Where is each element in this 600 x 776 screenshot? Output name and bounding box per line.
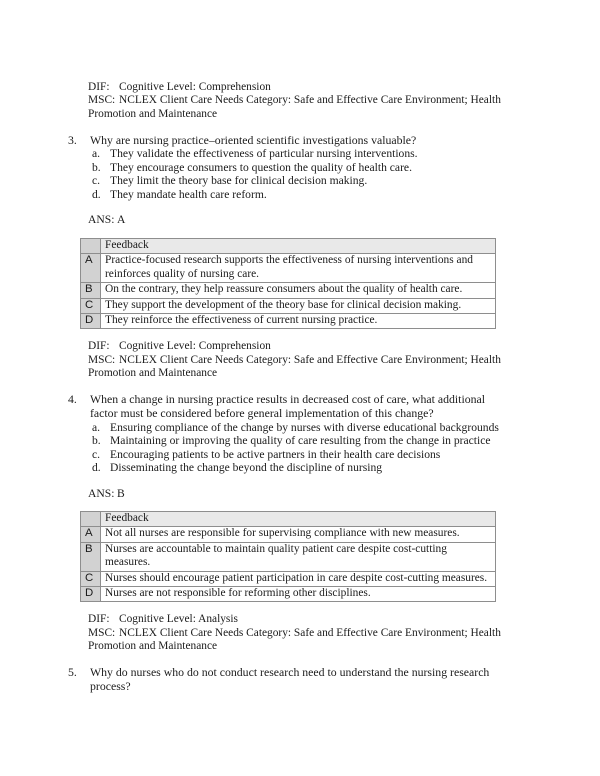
option-text: Disseminating the change beyond the discipline of nursing <box>110 461 383 474</box>
msc-label: MSC: <box>88 353 116 366</box>
feedback-letter: B <box>81 542 101 571</box>
question-text: Why do nurses who do not conduct research need to understand the nursing research process? <box>90 665 490 693</box>
dif-value: Cognitive Level: Comprehension <box>119 340 271 353</box>
dif-value: Cognitive Level: Comprehension <box>119 81 271 93</box>
dif-line <box>88 340 508 353</box>
header-feedback-label: Feedback <box>101 512 496 527</box>
answer-line-3 <box>88 213 508 227</box>
feedback-letter: C <box>81 298 101 313</box>
msc-line <box>88 627 508 654</box>
table-row <box>81 314 496 329</box>
feedback-table-3 <box>80 238 496 329</box>
feedback-letter: D <box>81 587 101 602</box>
option-letter: d. <box>92 187 101 201</box>
feedback-text: Nurses are not responsible for reforming other disciplines. <box>101 587 496 602</box>
meta-block-top <box>88 81 508 121</box>
feedback-text: Practice-focused research supports the effectiveness of nursing interventions and reinforces quality of nursing care. <box>101 254 496 283</box>
table-row <box>81 254 496 283</box>
dif-line <box>88 81 508 94</box>
feedback-text: Nurses are accountable to maintain quality patient care despite cost-cutting measures. <box>101 542 496 571</box>
msc-label: MSC: <box>88 94 116 107</box>
table-row <box>81 527 496 542</box>
answer-value: B <box>117 486 125 500</box>
table-row <box>81 283 496 298</box>
msc-value: NCLEX Client Care Needs Category: Safe and Effective Care Environment; Health Promotion and Maintenance <box>88 626 504 653</box>
table-row <box>81 587 496 602</box>
option-text: Encouraging patients to be active partners in their health care decisions <box>110 447 441 461</box>
dif-label: DIF: <box>88 340 110 353</box>
question-number: 4. <box>68 392 77 407</box>
option-b[interactable] <box>92 434 508 448</box>
answer-value: A <box>117 213 126 227</box>
answer-label: ANS: <box>88 213 115 227</box>
question-number: 3. <box>68 132 77 147</box>
option-text: They limit the theory base for clinical decision making. <box>110 174 368 188</box>
option-text: Maintaining or improving the quality of care resulting from the change in practice <box>110 434 491 447</box>
question-text: When a change in nursing practice results in decreased cost of care, what additional factor must be considered before general implementation of this change? <box>90 392 486 420</box>
dif-value: Cognitive Level: Analysis <box>119 613 238 626</box>
table-row <box>81 571 496 586</box>
option-text: They encourage consumers to question the quality of health care. <box>110 160 412 174</box>
feedback-table-4 <box>80 511 496 602</box>
option-letter: b. <box>92 434 101 447</box>
answer-label: ANS: <box>88 486 115 500</box>
option-letter: a. <box>92 420 101 434</box>
answer-line-4 <box>88 487 508 501</box>
option-c[interactable] <box>92 448 508 462</box>
table-header-row <box>81 512 496 527</box>
dif-label: DIF: <box>88 613 110 626</box>
feedback-letter: D <box>81 314 101 329</box>
table-header-row <box>81 238 496 253</box>
option-a[interactable] <box>92 421 508 435</box>
option-letter: c. <box>92 447 101 461</box>
document-content <box>68 81 508 694</box>
option-text: They validate the effectiveness of particular nursing interventions. <box>110 147 418 161</box>
feedback-letter: A <box>81 527 101 542</box>
question-number: 5. <box>68 665 77 680</box>
option-d[interactable] <box>92 188 508 202</box>
msc-label: MSC: <box>88 626 116 639</box>
option-c[interactable] <box>92 174 508 188</box>
option-b[interactable] <box>92 161 508 175</box>
meta-block-4 <box>88 613 508 653</box>
meta-block-3 <box>88 340 508 380</box>
feedback-text: On the contrary, they help reassure consumers about the quality of health care. <box>101 283 496 298</box>
table-row <box>81 298 496 313</box>
feedback-text: They support the development of the theory base for clinical decision making. <box>101 298 496 313</box>
feedback-text: Not all nurses are responsible for supervising compliance with new measures. <box>101 527 496 542</box>
feedback-letter: A <box>81 254 101 283</box>
msc-value: NCLEX Client Care Needs Category: Safe and Effective Care Environment; Health Promotion and Maintenance <box>88 353 504 380</box>
feedback-text: They reinforce the effectiveness of current nursing practice. <box>101 314 496 329</box>
option-text: Ensuring compliance of the change by nurses with diverse educational backgrounds <box>110 420 499 434</box>
option-letter: a. <box>92 147 101 161</box>
option-d[interactable] <box>92 461 508 475</box>
option-list-3 <box>92 147 508 201</box>
question-5 <box>68 666 508 693</box>
msc-value: NCLEX Client Care Needs Category: Safe and Effective Care Environment; Health Promotion and Maintenance <box>88 94 504 120</box>
header-blank-cell <box>81 512 101 527</box>
dif-line <box>88 613 508 626</box>
option-list-4 <box>92 421 508 475</box>
dif-label: DIF: <box>88 81 110 93</box>
option-letter: d. <box>92 461 101 474</box>
header-blank-cell <box>81 238 101 253</box>
header-feedback-label: Feedback <box>101 238 496 253</box>
option-a[interactable] <box>92 147 508 161</box>
option-text: They mandate health care reform. <box>110 187 267 201</box>
question-3 <box>68 134 508 148</box>
feedback-text: Nurses should encourage patient participation in care despite cost-cutting measures. <box>101 571 496 586</box>
question-text: Why are nursing practice–oriented scientific investigations valuable? <box>90 132 417 147</box>
msc-line <box>88 94 508 121</box>
question-4 <box>68 393 508 420</box>
feedback-letter: C <box>81 571 101 586</box>
option-letter: b. <box>92 160 101 174</box>
msc-line <box>88 354 508 381</box>
feedback-letter: B <box>81 283 101 298</box>
table-row <box>81 542 496 571</box>
option-letter: c. <box>92 174 101 188</box>
